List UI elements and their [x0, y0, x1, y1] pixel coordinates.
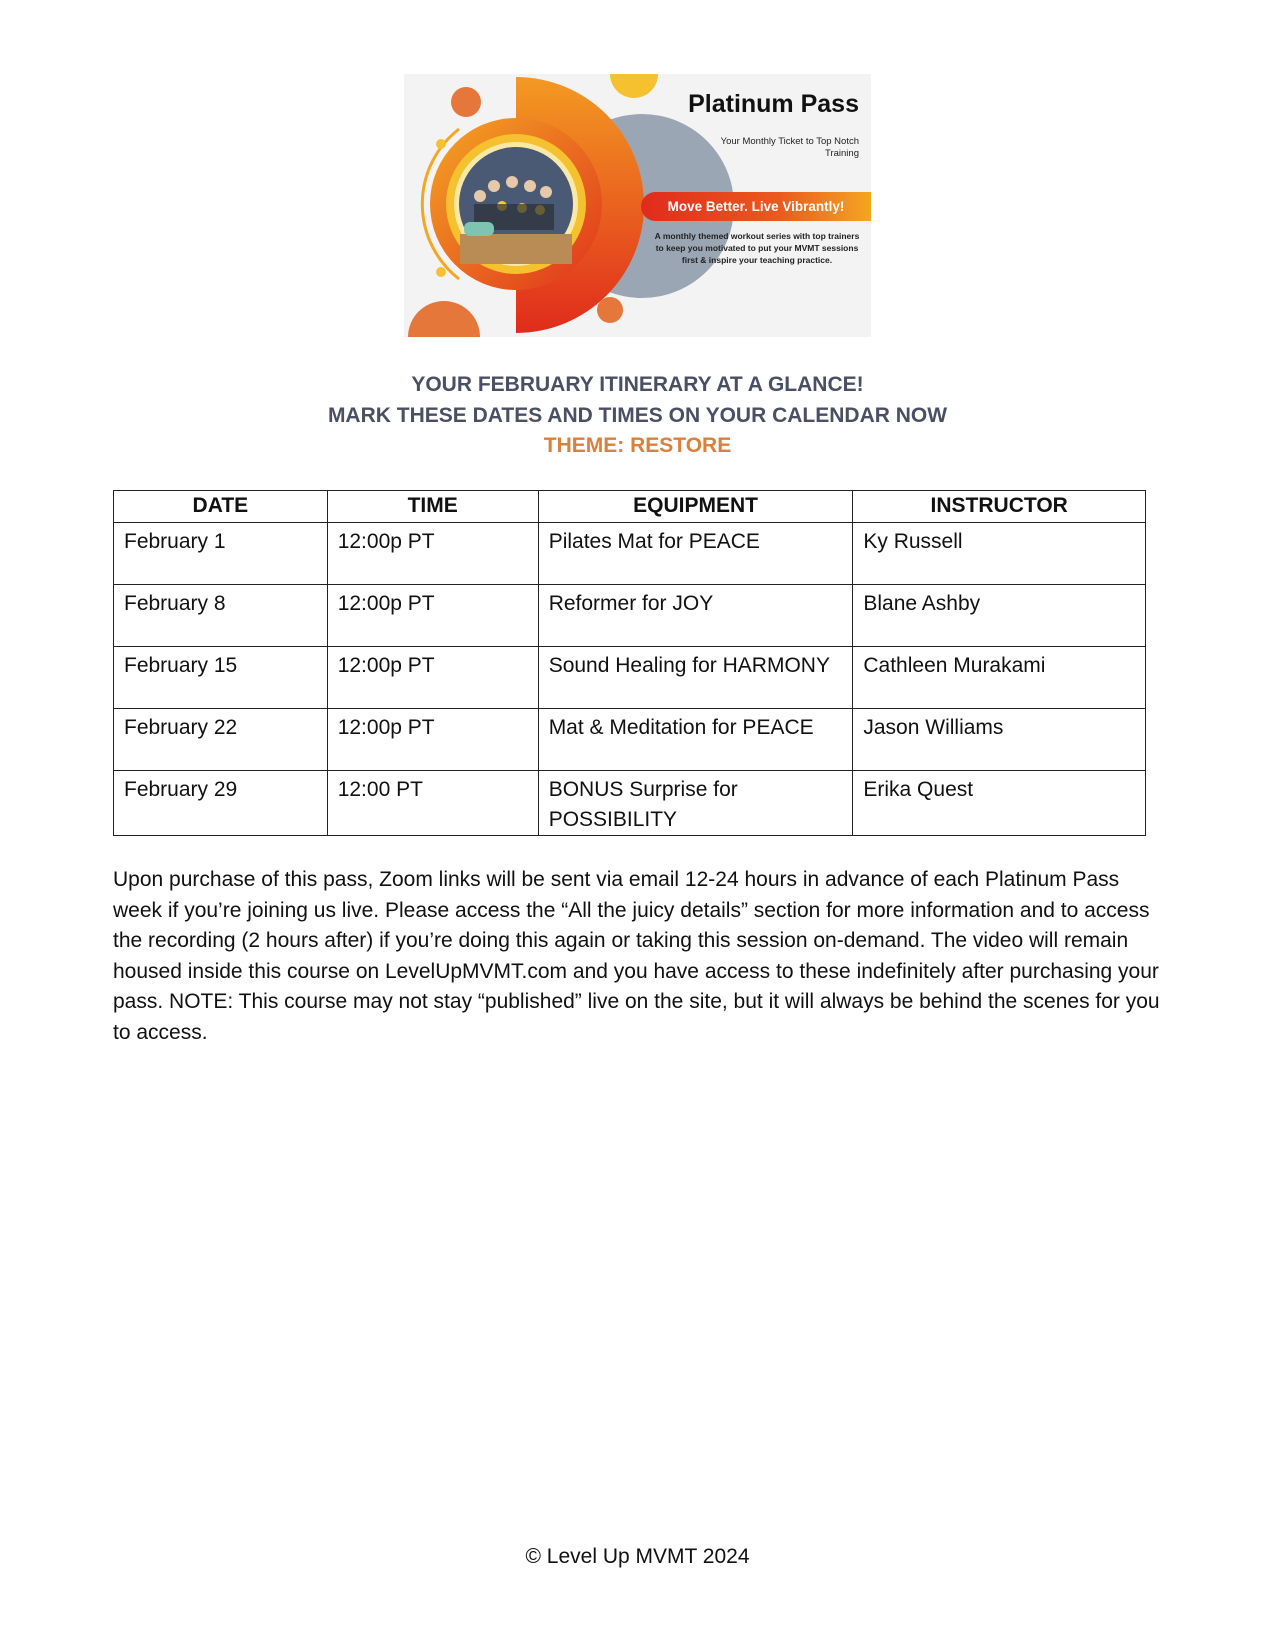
orange-dot-bottom: [597, 297, 623, 323]
header-instructor: INSTRUCTOR: [853, 491, 1146, 523]
cell-instructor: Erika Quest: [853, 771, 1146, 836]
table-row: [114, 585, 1146, 647]
banner-description: A monthly themed workout series with top trainers to keep you motivated to put your MVMT sessions first & inspire your teaching practice.: [654, 231, 860, 265]
yellow-dot-top: [610, 74, 658, 98]
cell-equipment: Reformer for JOY: [538, 585, 853, 647]
cell-instructor: Blane Ashby: [853, 585, 1146, 647]
table-header-row: [114, 491, 1146, 523]
table-row: [114, 771, 1146, 836]
header-equipment: EQUIPMENT: [538, 491, 853, 523]
copyright-footer: © Level Up MVMT 2024: [525, 1545, 750, 1568]
cell-instructor: Ky Russell: [853, 523, 1146, 585]
cell-date: February 1: [114, 523, 328, 585]
header-date: DATE: [114, 491, 328, 523]
cell-time: 12:00p PT: [327, 523, 538, 585]
heading-line-2: MARK THESE DATES AND TIMES ON YOUR CALENDAR NOW: [327, 403, 948, 427]
orange-dot: [451, 87, 481, 117]
theme-heading: THEME: RESTORE: [543, 434, 732, 457]
cell-instructor: Jason Williams: [853, 709, 1146, 771]
cell-time: 12:00p PT: [327, 585, 538, 647]
cell-time: 12:00p PT: [327, 647, 538, 709]
heading-line-1: YOUR FEBRUARY ITINERARY AT A GLANCE!: [411, 373, 864, 396]
cell-date: February 8: [114, 585, 328, 647]
banner-title: Platinum Pass: [688, 90, 859, 118]
cell-date: February 22: [114, 709, 328, 771]
schedule-table: [113, 490, 1146, 836]
itinerary-headings: [0, 370, 1275, 462]
platinum-pass-banner: [404, 74, 871, 337]
banner-subtitle: Your Monthly Ticket to Top Notch Training: [720, 136, 859, 159]
table-row: [114, 709, 1146, 771]
cell-date: February 15: [114, 647, 328, 709]
cell-equipment: Pilates Mat for PEACE: [538, 523, 853, 585]
cell-time: 12:00p PT: [327, 709, 538, 771]
cell-equipment: BONUS Surprise for POSSIBILITY: [538, 771, 853, 836]
orange-half-bottom: [408, 301, 480, 337]
table-row: [114, 523, 1146, 585]
cell-equipment: Mat & Meditation for PEACE: [538, 709, 853, 771]
small-yellow-dot: [436, 139, 446, 149]
info-paragraph: Upon purchase of this pass, Zoom links will be sent via email 12-24 hours in advance of each Platinum Pass week if you’re joining us live. Please access the “All the juicy details” section for more information and to access the recording (2 hours after) if you’re doing this again or taking this session on-demand. The video will remain housed inside this course on LevelUpMVMT.com and you have access to these indefinitely after purchasing your pass. NOTE: This course may not stay “published” live on the site, but it will always be behind the scenes for you to access.: [113, 868, 1160, 1044]
banner-tagline: Move Better. Live Vibrantly!: [641, 192, 871, 221]
table-row: [114, 647, 1146, 709]
cell-equipment: Sound Healing for HARMONY: [538, 647, 853, 709]
header-time: TIME: [327, 491, 538, 523]
small-yellow-dot-2: [436, 267, 446, 277]
cell-instructor: Cathleen Murakami: [853, 647, 1146, 709]
cell-date: February 29: [114, 771, 328, 836]
cell-time: 12:00 PT: [327, 771, 538, 836]
